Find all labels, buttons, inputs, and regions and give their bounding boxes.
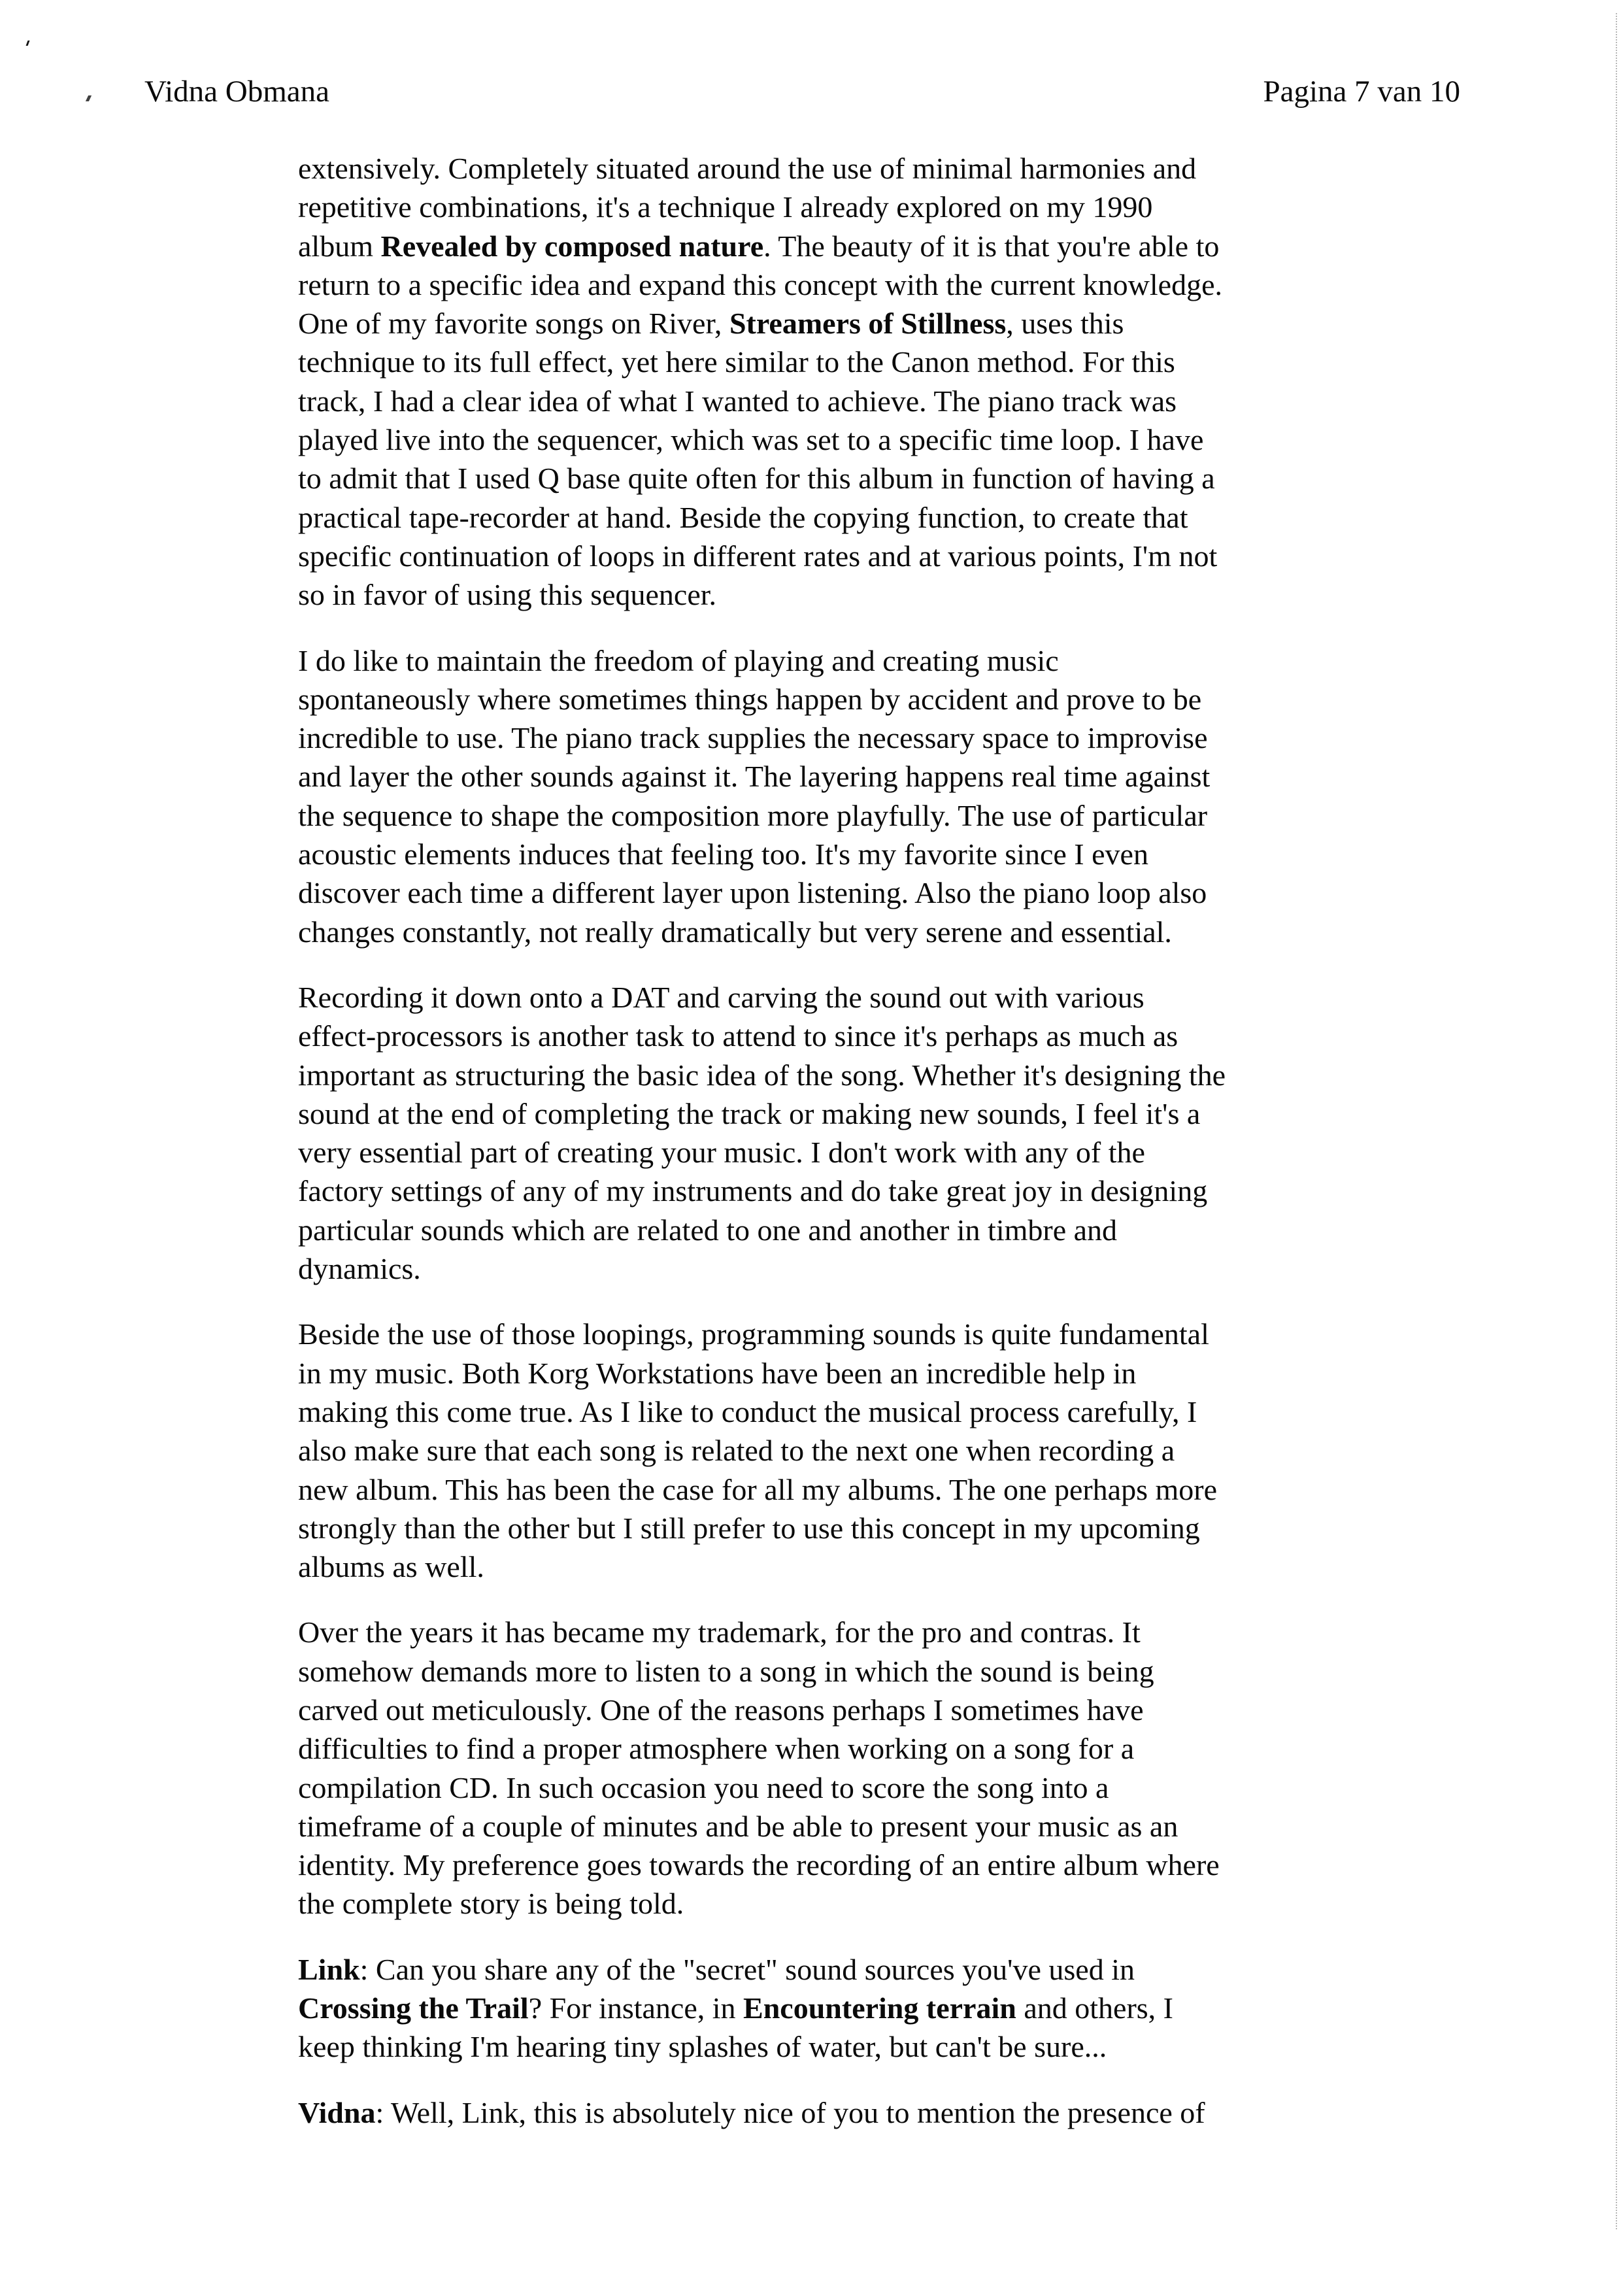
text-line: [298, 1729, 1318, 1768]
paragraph: [298, 1315, 1318, 1586]
text-run: albums as well.: [298, 1550, 484, 1584]
text-line: [298, 1613, 1318, 1651]
text-run: new album. This has been the case for all my albums. The one perhaps more: [298, 1472, 1218, 1506]
text-run: identity. My preference goes towards the recording of an entire album where: [298, 1848, 1220, 1882]
text-line: [298, 420, 1318, 459]
text-line: [298, 2093, 1318, 2132]
bold-text: Vidna: [298, 2095, 376, 2129]
text-line: [298, 1509, 1318, 1547]
text-line: [298, 1989, 1318, 2027]
text-line: [298, 1211, 1318, 1249]
text-run: factory settings of any of my instruments and do take great joy in designing: [298, 1174, 1208, 1208]
text-line: [298, 1393, 1318, 1431]
text-run: : Well, Link, this is absolutely nice of you to mention the presence of: [375, 2095, 1205, 2129]
text-line: [298, 1249, 1318, 1288]
text-line: [298, 1017, 1318, 1055]
text-run: and layer the other sounds against it. The layering happens real time against: [298, 760, 1211, 794]
text-line: [298, 913, 1318, 951]
text-line: [298, 1884, 1318, 1923]
text-run: track, I had a clear idea of what I wanted to achieve. The piano track was: [298, 384, 1177, 418]
text-line: [298, 1950, 1318, 1989]
text-line: [298, 757, 1318, 796]
text-line: [298, 1431, 1318, 1470]
text-run: played live into the sequencer, which was set to a specific time loop. I have: [298, 423, 1204, 457]
text-line: [298, 498, 1318, 537]
text-run: Beside the use of those loopings, programming sounds is quite fundamental: [298, 1317, 1209, 1351]
text-run: somehow demands more to listen to a song in which the sound is being: [298, 1654, 1154, 1688]
text-line: [298, 1094, 1318, 1133]
text-run: to admit that I used Q base quite often for this album in function of having a: [298, 462, 1215, 496]
text-line: [298, 537, 1318, 575]
scan-edge-line: [1616, 13, 1617, 2229]
text-run: spontaneously where sometimes things happen by accident and prove to be: [298, 682, 1202, 716]
text-run: also make sure that each song is related to the next one when recording a: [298, 1434, 1175, 1468]
text-run: discover each time a different layer upon listening. Also the piano loop also: [298, 876, 1207, 910]
text-line: [298, 1807, 1318, 1846]
text-run: in my music. Both Korg Workstations have been an incredible help in: [298, 1356, 1137, 1390]
text-run: technique to its full effect, yet here similar to the Canon method. For this: [298, 345, 1175, 379]
bold-text: Revealed by composed nature: [380, 229, 764, 263]
text-line: [298, 575, 1318, 614]
text-run: very essential part of creating your music. I don't work with any of the: [298, 1136, 1145, 1170]
text-line: [298, 680, 1318, 718]
text-run: incredible to use. The piano track supplies the necessary space to improvise: [298, 721, 1208, 755]
text-line: [298, 343, 1318, 381]
text-line: [298, 796, 1318, 835]
text-run: return to a specific idea and expand this concept with the current knowledge.: [298, 267, 1222, 301]
paragraph: [298, 2093, 1318, 2132]
text-line: [298, 304, 1318, 343]
text-run: album: [298, 229, 381, 263]
text-run: , uses this: [1006, 307, 1124, 341]
text-run: effect-processors is another task to attend to since it's perhaps as much as: [298, 1019, 1178, 1053]
text-line: [298, 1652, 1318, 1691]
text-line: [298, 1354, 1318, 1393]
text-run: Recording it down onto a DAT and carving the sound out with various: [298, 980, 1145, 1014]
text-run: so in favor of using this sequencer.: [298, 578, 717, 612]
scan-speck: [26, 41, 30, 46]
text-run: I do like to maintain the freedom of playing and creating music: [298, 643, 1059, 677]
running-header-title: Vidna Obmana: [144, 75, 330, 109]
text-run: compilation CD. In such occasion you need to score the song into a: [298, 1770, 1109, 1804]
text-run: making this come true. As I like to conduct the musical process carefully, I: [298, 1394, 1197, 1428]
text-run: important as structuring the basic idea of the song. Whether it's designing the: [298, 1058, 1226, 1092]
text-line: [298, 718, 1318, 757]
text-line: [298, 1768, 1318, 1807]
text-run: dynamics.: [298, 1252, 421, 1286]
text-line: [298, 873, 1318, 912]
text-run: strongly than the other but I still prefer to use this concept in my upcoming: [298, 1511, 1200, 1545]
text-line: [298, 1056, 1318, 1094]
bold-text: Link: [298, 1952, 360, 1986]
text-line: [298, 459, 1318, 498]
text-line: [298, 835, 1318, 873]
paragraph: [298, 978, 1318, 1288]
text-run: particular sounds which are related to one and another in timbre and: [298, 1213, 1118, 1247]
text-run: . The beauty of it is that you're able to: [763, 229, 1220, 263]
text-line: [298, 265, 1318, 304]
text-run: timeframe of a couple of minutes and be able to present your music as an: [298, 1809, 1178, 1843]
text-run: Over the years it has became my trademark, for the pro and contras. It: [298, 1615, 1141, 1649]
text-run: practical tape-recorder at hand. Beside the copying function, to create that: [298, 500, 1188, 534]
text-run: carved out meticulously. One of the reasons perhaps I sometimes have: [298, 1693, 1144, 1727]
bold-text: Streamers of Stillness: [729, 307, 1007, 341]
paragraph: [298, 149, 1318, 615]
text-line: [298, 1846, 1318, 1884]
text-line: [298, 1133, 1318, 1172]
text-line: [298, 188, 1318, 226]
text-line: [298, 1547, 1318, 1586]
scan-speck: [86, 95, 92, 101]
text-run: : Can you share any of the "secret" sound sources you've used in: [359, 1952, 1135, 1986]
text-line: [298, 978, 1318, 1017]
text-run: ? For instance, in: [528, 1991, 744, 2025]
text-line: [298, 641, 1318, 680]
paragraph: [298, 1613, 1318, 1923]
text-run: changes constantly, not really dramatically but very serene and essential.: [298, 915, 1172, 949]
text-run: One of my favorite songs on River,: [298, 307, 729, 341]
paragraph: [298, 1950, 1318, 2067]
text-line: [298, 227, 1318, 265]
text-run: difficulties to find a proper atmosphere when working on a song for a: [298, 1732, 1135, 1766]
text-run: sound at the end of completing the track or making new sounds, I feel it's a: [298, 1096, 1201, 1130]
text-line: [298, 1172, 1318, 1210]
text-run: keep thinking I'm hearing tiny splashes of water, but can't be sure...: [298, 2030, 1107, 2064]
bold-text: Encountering terrain: [743, 1991, 1016, 2025]
text-run: specific continuation of loops in different rates and at various points, I'm not: [298, 539, 1218, 573]
text-run: acoustic elements induces that feeling too. It's my favorite since I even: [298, 837, 1148, 871]
text-run: the complete story is being told.: [298, 1887, 684, 1921]
text-line: [298, 382, 1318, 420]
article-body: [298, 149, 1318, 2159]
text-line: [298, 2027, 1318, 2066]
text-line: [298, 1470, 1318, 1509]
text-run: the sequence to shape the composition more playfully. The use of particular: [298, 798, 1208, 832]
bold-text: Crossing the Trail: [298, 1991, 529, 2025]
text-run: and others, I: [1016, 1991, 1173, 2025]
text-run: repetitive combinations, it's a technique I already explored on my 1990: [298, 190, 1153, 224]
text-line: [298, 1691, 1318, 1729]
page-number: Pagina 7 van 10: [1263, 75, 1460, 109]
paragraph: [298, 641, 1318, 951]
text-line: [298, 1315, 1318, 1353]
text-line: [298, 149, 1318, 188]
text-run: extensively. Completely situated around the use of minimal harmonies and: [298, 152, 1197, 185]
